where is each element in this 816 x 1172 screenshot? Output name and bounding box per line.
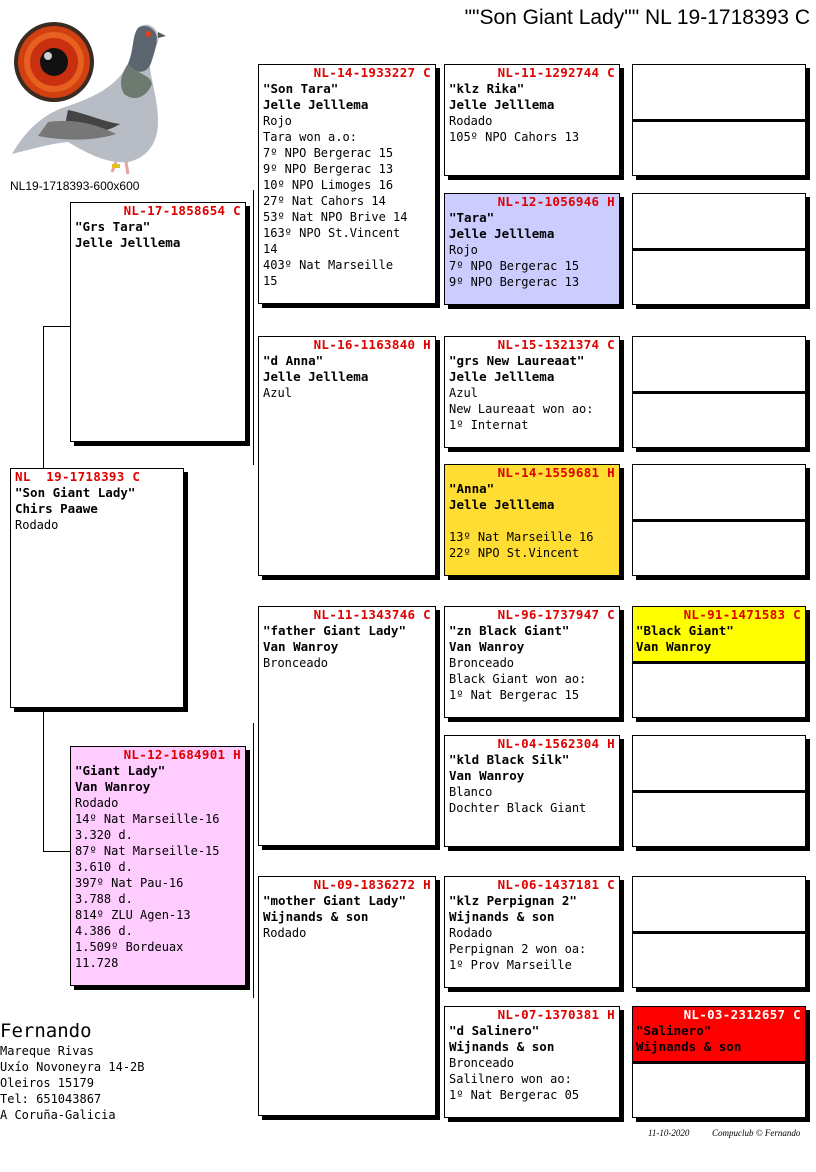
info-line: 1º Prov Marseille	[449, 958, 572, 972]
card-divider	[633, 790, 805, 793]
ring-number: NL-04-1562304 H	[497, 736, 615, 751]
owner-address-line: Uxío Novoneyra 14-2B	[0, 1060, 145, 1074]
info-line: 15	[263, 274, 278, 288]
info-line: Blanco	[449, 785, 493, 799]
info-line: Rojo	[449, 243, 478, 257]
ring-number: NL-15-1321374 C	[497, 337, 615, 352]
info-line: 1º Nat Bergerac 05	[449, 1088, 580, 1102]
breeder-name: Jelle Jelllema	[449, 97, 555, 112]
dddd-card	[632, 1006, 806, 1118]
ring-number: NL-14-1559681 H	[497, 465, 615, 480]
info-line: Bronceado	[449, 656, 515, 670]
sdd-card	[444, 464, 620, 576]
info-line: 1º Nat Bergerac 15	[449, 688, 580, 702]
connector-line	[439, 130, 440, 250]
info-line: 3.788 d.	[75, 892, 133, 906]
photo-caption: NL19-1718393-600x600	[10, 179, 140, 193]
breeder-name: Van Wanroy	[449, 768, 525, 783]
ddd-card	[444, 1006, 620, 1118]
ring-number: NL-03-2312657 C	[683, 1007, 801, 1022]
info-line: Rodado	[449, 926, 493, 940]
pigeon-name: "klz Rika"	[449, 81, 525, 96]
info-line: New Laureaat won ao:	[449, 402, 594, 416]
empty-card	[632, 876, 806, 988]
info-line: 9º NPO Bergerac 13	[449, 275, 580, 289]
pigeon-name: "Giant Lady"	[75, 763, 166, 778]
breeder-name: Wijnands & son	[636, 1039, 742, 1054]
pigeon-name: "father Giant Lady"	[263, 623, 406, 638]
breeder-name: Jelle Jelllema	[75, 235, 181, 250]
breeder-name: Van Wanroy	[636, 639, 712, 654]
pigeon-name: "klz Perpignan 2"	[449, 893, 577, 908]
breeder-name: Wijnands & son	[449, 909, 555, 924]
connector-line	[253, 723, 254, 998]
pigeon-name: "zn Black Giant"	[449, 623, 570, 638]
card-top-section	[633, 607, 805, 661]
owner-address-line: Oleiros 15179	[0, 1076, 94, 1090]
dsss-card	[632, 606, 806, 718]
breeder-name: Jelle Jelllema	[449, 226, 555, 241]
info-line: 4.386 d.	[75, 924, 133, 938]
breeder-name: Jelle Jelllema	[263, 97, 369, 112]
info-line: Rodado	[15, 518, 59, 532]
dss-card	[444, 606, 620, 718]
info-line: Rodado	[449, 114, 493, 128]
ring-number: NL-96-1737947 C	[497, 607, 615, 622]
connector-line	[43, 851, 71, 852]
info-line: 3.320 d.	[75, 828, 133, 842]
connector-line	[43, 326, 71, 327]
card-divider	[633, 248, 805, 251]
card-divider	[633, 519, 805, 522]
ring-number: NL-91-1471583 C	[683, 607, 801, 622]
pigeon-name: "Grs Tara"	[75, 219, 151, 234]
info-line: Rodado	[75, 796, 119, 810]
info-line: 7º NPO Bergerac 15	[263, 146, 394, 160]
connector-line	[253, 190, 254, 465]
empty-card	[632, 193, 806, 305]
dds-card	[444, 876, 620, 988]
sss-card	[444, 64, 620, 176]
info-line: Perpignan 2 won oa:	[449, 942, 587, 956]
ring-number: NL-07-1370381 H	[497, 1007, 615, 1022]
ring-number: NL-12-1684901 H	[123, 747, 241, 762]
info-line: Azul	[449, 386, 478, 400]
breeder-name: Chirs Paawe	[15, 501, 98, 516]
info-line: 27º Nat Cahors 14	[263, 194, 386, 208]
sire-card	[70, 202, 246, 442]
connector-line	[439, 660, 440, 785]
pigeon-name: "Son Giant Lady"	[15, 485, 136, 500]
connector-line	[43, 326, 44, 471]
ring-number: NL-06-1437181 C	[497, 877, 615, 892]
info-line: 814º ZLU Agen-13	[75, 908, 191, 922]
sire-dam-card	[258, 336, 436, 576]
breeder-name: Wijnands & son	[263, 909, 369, 924]
ring-number: NL-09-1836272 H	[313, 877, 431, 892]
dsd-card	[444, 735, 620, 847]
info-line: 1º Internat	[449, 418, 529, 432]
card-top-section	[633, 1007, 805, 1061]
empty-card	[632, 464, 806, 576]
breeder-name: Jelle Jelllema	[263, 369, 369, 384]
footer-date: 11-10-2020	[648, 1128, 690, 1138]
connector-line	[439, 390, 440, 515]
breeder-name: Wijnands & son	[449, 1039, 555, 1054]
info-line: 87º Nat Marseille-15	[75, 844, 220, 858]
card-divider	[633, 391, 805, 394]
pigeon-name: "mother Giant Lady"	[263, 893, 406, 908]
connector-line	[43, 709, 44, 851]
empty-card	[632, 64, 806, 176]
sds-card	[444, 336, 620, 448]
info-line	[449, 513, 619, 529]
empty-card	[632, 735, 806, 847]
ring-number: NL-12-1056946 H	[497, 194, 615, 209]
breeder-name: Van Wanroy	[75, 779, 151, 794]
info-line: Bronceado	[449, 1056, 515, 1070]
info-line: 22º NPO St.Vincent	[449, 546, 580, 560]
sire-sire-card	[258, 64, 436, 304]
info-line: 163º NPO St.Vincent	[263, 226, 401, 240]
connector-line	[439, 925, 440, 1050]
pigeon-name: "Anna"	[449, 481, 495, 496]
subject-card	[10, 468, 184, 708]
pigeon-photo	[8, 14, 168, 178]
ring-number: NL-11-1292744 C	[497, 65, 615, 80]
info-line: Black Giant won ao:	[449, 672, 587, 686]
page-title: ""Son Giant Lady"" NL 19-1718393 C	[464, 6, 810, 29]
info-line: 105º NPO Cahors 13	[449, 130, 580, 144]
pigeon-name: "d Salinero"	[449, 1023, 540, 1038]
owner-address-line: A Coruña-Galicia	[0, 1108, 116, 1122]
info-line: 11.728	[75, 956, 119, 970]
owner-phone: Tel: 651043867	[0, 1092, 102, 1106]
info-line: Azul	[263, 386, 292, 400]
info-line: 14	[263, 242, 278, 256]
info-line: Tara won a.o:	[263, 130, 357, 144]
breeder-name: Jelle Jelllema	[449, 497, 555, 512]
info-line: 403º Nat Marseille	[263, 258, 394, 272]
info-line: Salilnero won ao:	[449, 1072, 572, 1086]
pigeon-name: "Black Giant"	[636, 623, 734, 638]
info-line: 53º Nat NPO Brive 14	[263, 210, 408, 224]
card-divider	[633, 119, 805, 122]
breeder-name: Jelle Jelllema	[449, 369, 555, 384]
info-line: Rojo	[263, 114, 292, 128]
info-line: 3.610 d.	[75, 860, 133, 874]
dam-sire-card	[258, 606, 436, 846]
breeder-name: Van Wanroy	[263, 639, 339, 654]
info-line: 13º Nat Marseille 16	[449, 530, 594, 544]
owner-address-line: Mareque Rivas	[0, 1044, 94, 1058]
info-line: 10º NPO Limoges 16	[263, 178, 394, 192]
info-line: Dochter Black Giant	[449, 801, 587, 815]
info-line: Bronceado	[263, 656, 329, 670]
owner-name: Fernando	[0, 1020, 92, 1042]
ring-number: NL-17-1858654 C	[123, 203, 241, 218]
pigeon-name: "Son Tara"	[263, 81, 339, 96]
breeder-name: Van Wanroy	[449, 639, 525, 654]
ring-number: NL 19-1718393 C	[15, 469, 141, 484]
info-line: 7º NPO Bergerac 15	[449, 259, 580, 273]
ring-number: NL-11-1343746 C	[313, 607, 431, 622]
info-line: 397º Nat Pau-16	[75, 876, 184, 890]
info-line: 14º Nat Marseille-16	[75, 812, 220, 826]
ring-number: NL-16-1163840 H	[313, 337, 431, 352]
info-line: Rodado	[263, 926, 307, 940]
card-divider	[633, 661, 805, 664]
card-divider	[633, 931, 805, 934]
info-line: 1.509º Bordeuax	[75, 940, 184, 954]
empty-card	[632, 336, 806, 448]
pigeon-name: "Salinero"	[636, 1023, 712, 1038]
pigeon-name: "kld Black Silk"	[449, 752, 570, 767]
card-divider	[633, 1061, 805, 1064]
dam-dam-card	[258, 876, 436, 1116]
ring-number: NL-14-1933227 C	[313, 65, 431, 80]
ssd-card	[444, 193, 620, 305]
pigeon-name: "grs New Laureaat"	[449, 353, 585, 368]
dam-card	[70, 746, 246, 986]
pigeon-name: "d Anna"	[263, 353, 324, 368]
pigeon-name: "Tara"	[449, 210, 495, 225]
info-line: 9º NPO Bergerac 13	[263, 162, 394, 176]
footer-software: Compuclub © Fernando	[712, 1128, 801, 1138]
